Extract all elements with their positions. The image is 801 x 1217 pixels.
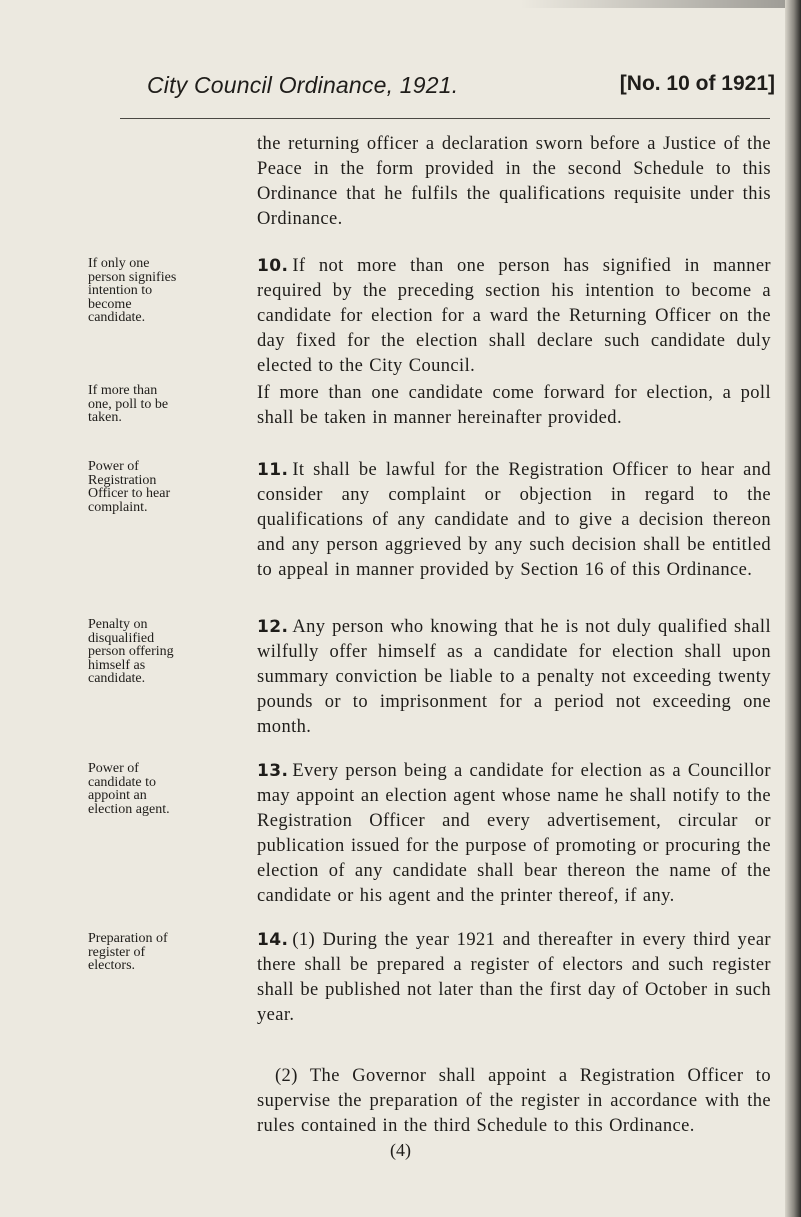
section-10-poll: If more than one candidate come forward for election, a poll shall be taken in manner hereinafter provided. <box>257 383 771 428</box>
running-header <box>147 72 775 108</box>
header-title: City Council Ordinance, 1921. <box>147 72 459 98</box>
section-11: 11. It shall be lawful for the Registration Officer to hear and consider any complaint or objection in regard to the qualifications of any candidate and to give a decision thereon and any person aggrieved by any such decision shall be entitled to appeal in manner provided by Section 16 of this Ordinance. <box>257 460 771 580</box>
paragraph-intro: the returning officer a declaration sworn before a Justice of the Peace in the form provided in the second Schedule to this Ordinance that he fulfils the qualifications requisite under this Ordinance. <box>257 134 771 229</box>
sidenote-section-13: Power of candidate to appoint an election agent. <box>88 761 170 817</box>
section-12: 12. Any person who knowing that he is not duly qualified shall wilfully offer himself as a candidate for election shall upon summary conviction be liable to a penalty not exceeding twenty pounds or to imprisonment for a period not exceeding one month. <box>257 617 771 737</box>
section-14-subsection-1: 14. (1) During the year 1921 and thereafter in every third year there shall be prepared a register of electors and such register shall be published not later than the first day of October in such year. <box>257 930 771 1025</box>
section-number: 14. <box>257 930 289 950</box>
header-ordinance-number: [No. 10 of 1921] <box>619 72 775 95</box>
section-number: 10. <box>257 256 289 276</box>
page-edge-shadow-top <box>520 0 801 8</box>
section-13: 13. Every person being a candidate for election as a Councillor may appoint an election agent whose name he shall notify to the Registration Officer and every advertisement, circular or publication issued for the purpose of promoting or procuring the election of any candidate shall bear thereon the name of the candidate or his agent and the printer thereof, if any. <box>257 761 771 906</box>
sidenote-section-14: Preparation of register of electors. <box>88 931 168 973</box>
section-14-subsection-2: (2) The Governor shall appoint a Registration Officer to supervise the preparation of the register in accordance with the rules contained in the third Schedule to this Ordinance. <box>257 1066 771 1136</box>
sidenote-section-10: If only one person signifies intention to become candidate. <box>88 256 177 325</box>
section-number: 13. <box>257 761 289 781</box>
page-number: (4) <box>390 1140 411 1160</box>
sidenote-section-12: Penalty on disqualified person offering himself as candidate. <box>88 617 174 686</box>
section-10: 10. If not more than one person has signified in manner required by the preceding section his intention to become a candidate for election for a ward the Returning Officer on the day fixed for the election shall declare such candidate duly elected to the City Council. <box>257 256 771 376</box>
header-rule <box>120 118 770 119</box>
page-edge-shadow-right <box>785 0 801 1217</box>
sidenote-section-11: Power of Registration Officer to hear complaint. <box>88 459 171 515</box>
section-number: 11. <box>257 460 289 480</box>
sidenote-section-10-poll: If more than one, poll to be taken. <box>88 383 169 425</box>
section-number: 12. <box>257 617 289 637</box>
